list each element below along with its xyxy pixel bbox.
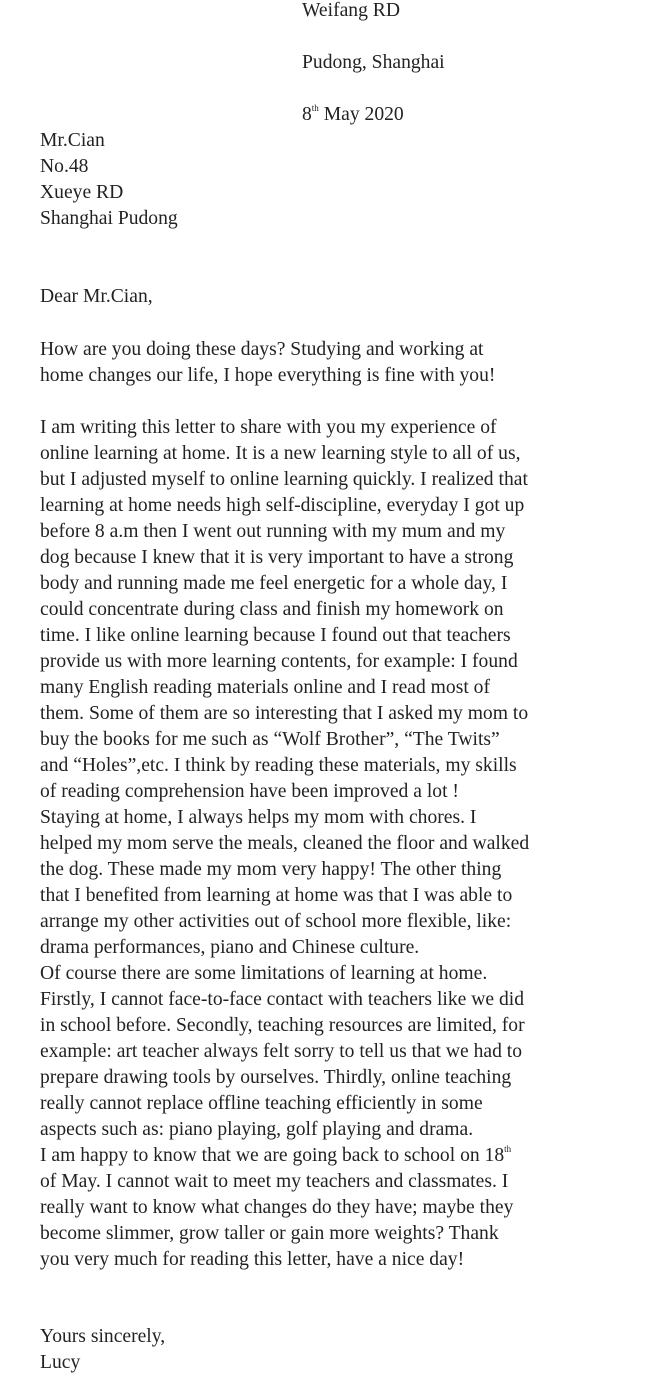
body-line: example: art teacher always felt sorry to tell us that we had to	[40, 1041, 523, 1062]
sender-district: Pudong, Shanghai	[302, 52, 445, 73]
intro-line: home changes our life, I hope everything is fine with you!	[40, 365, 496, 386]
letter-date	[302, 104, 404, 126]
body-line: drama performances, piano and Chinese culture.	[40, 937, 420, 958]
greeting: Dear Mr.Cian,	[40, 286, 153, 307]
return-text: I am happy to know that we are going back to school on 18	[40, 1145, 505, 1166]
body-line: online learning at home. It is a new learning style to all of us,	[40, 443, 521, 464]
body-line: prepare drawing tools by ourselves. Thirdly, online teaching	[40, 1067, 512, 1088]
closing-line: you very much for reading this letter, have a nice day!	[40, 1249, 465, 1270]
closing-line: become slimmer, grow taller or gain more weights? Thank	[40, 1223, 499, 1244]
closing-line: really want to know what changes do they have; maybe they	[40, 1197, 514, 1218]
sender-street: Weifang RD	[302, 0, 400, 21]
recipient-line: Xueye RD	[40, 182, 124, 203]
body-line: dog because I knew that it is very important to have a strong	[40, 547, 514, 568]
body-line: helped my mom serve the meals, cleaned the floor and walked	[40, 833, 530, 854]
body-line: I am writing this letter to share with you my experience of	[40, 417, 497, 438]
body-line: learning at home needs high self-discipline, everyday I got up	[40, 495, 525, 516]
body-line: in school before. Secondly, teaching resources are limited, for	[40, 1015, 525, 1036]
body-line: many English reading materials online and I read most of	[40, 677, 490, 698]
signoff-closing: Yours sincerely,	[40, 1326, 166, 1347]
body-line: provide us with more learning contents, for example: I found	[40, 651, 518, 672]
body-line: body and running made me feel energetic for a whole day, I	[40, 573, 508, 594]
body-line: Staying at home, I always helps my mom with chores. I	[40, 807, 477, 828]
date-day: 8	[302, 104, 312, 125]
body-line: and “Holes”,etc. I think by reading these materials, my skills	[40, 755, 517, 776]
body-line: before 8 a.m then I went out running with my mum and my	[40, 521, 506, 542]
body-line: Firstly, I cannot face-to-face contact with teachers like we did	[40, 989, 525, 1010]
return-suffix: th	[504, 1144, 512, 1154]
recipient-line: Shanghai Pudong	[40, 208, 178, 229]
return-line	[40, 1145, 511, 1167]
body-line: of reading comprehension have been improved a lot !	[40, 781, 459, 802]
body-line: arrange my other activities out of school more flexible, like:	[40, 911, 512, 932]
body-line: but I adjusted myself to online learning quickly. I realized that	[40, 469, 528, 490]
body-line: them. Some of them are so interesting that I asked my mom to	[40, 703, 529, 724]
signoff-name: Lucy	[40, 1352, 81, 1373]
date-rest: May 2020	[318, 104, 404, 125]
body-line: aspects such as: piano playing, golf playing and drama.	[40, 1119, 474, 1140]
body-line: that I benefited from learning at home was that I was able to	[40, 885, 513, 906]
body-line: Of course there are some limitations of learning at home.	[40, 963, 488, 984]
closing-line: of May. I cannot wait to meet my teachers and classmates. I	[40, 1171, 509, 1192]
body-line: time. I like online learning because I found out that teachers	[40, 625, 511, 646]
body-line: buy the books for me such as “Wolf Brother”, “The Twits”	[40, 729, 500, 750]
body-line: the dog. These made my mom very happy! The other thing	[40, 859, 502, 880]
intro-line: How are you doing these days? Studying and working at	[40, 339, 484, 360]
body-line: could concentrate during class and finish my homework on	[40, 599, 504, 620]
recipient-line: Mr.Cian	[40, 130, 105, 151]
date-suffix: th	[311, 103, 319, 113]
recipient-line: No.48	[40, 156, 89, 177]
body-line: really cannot replace offline teaching efficiently in some	[40, 1093, 483, 1114]
